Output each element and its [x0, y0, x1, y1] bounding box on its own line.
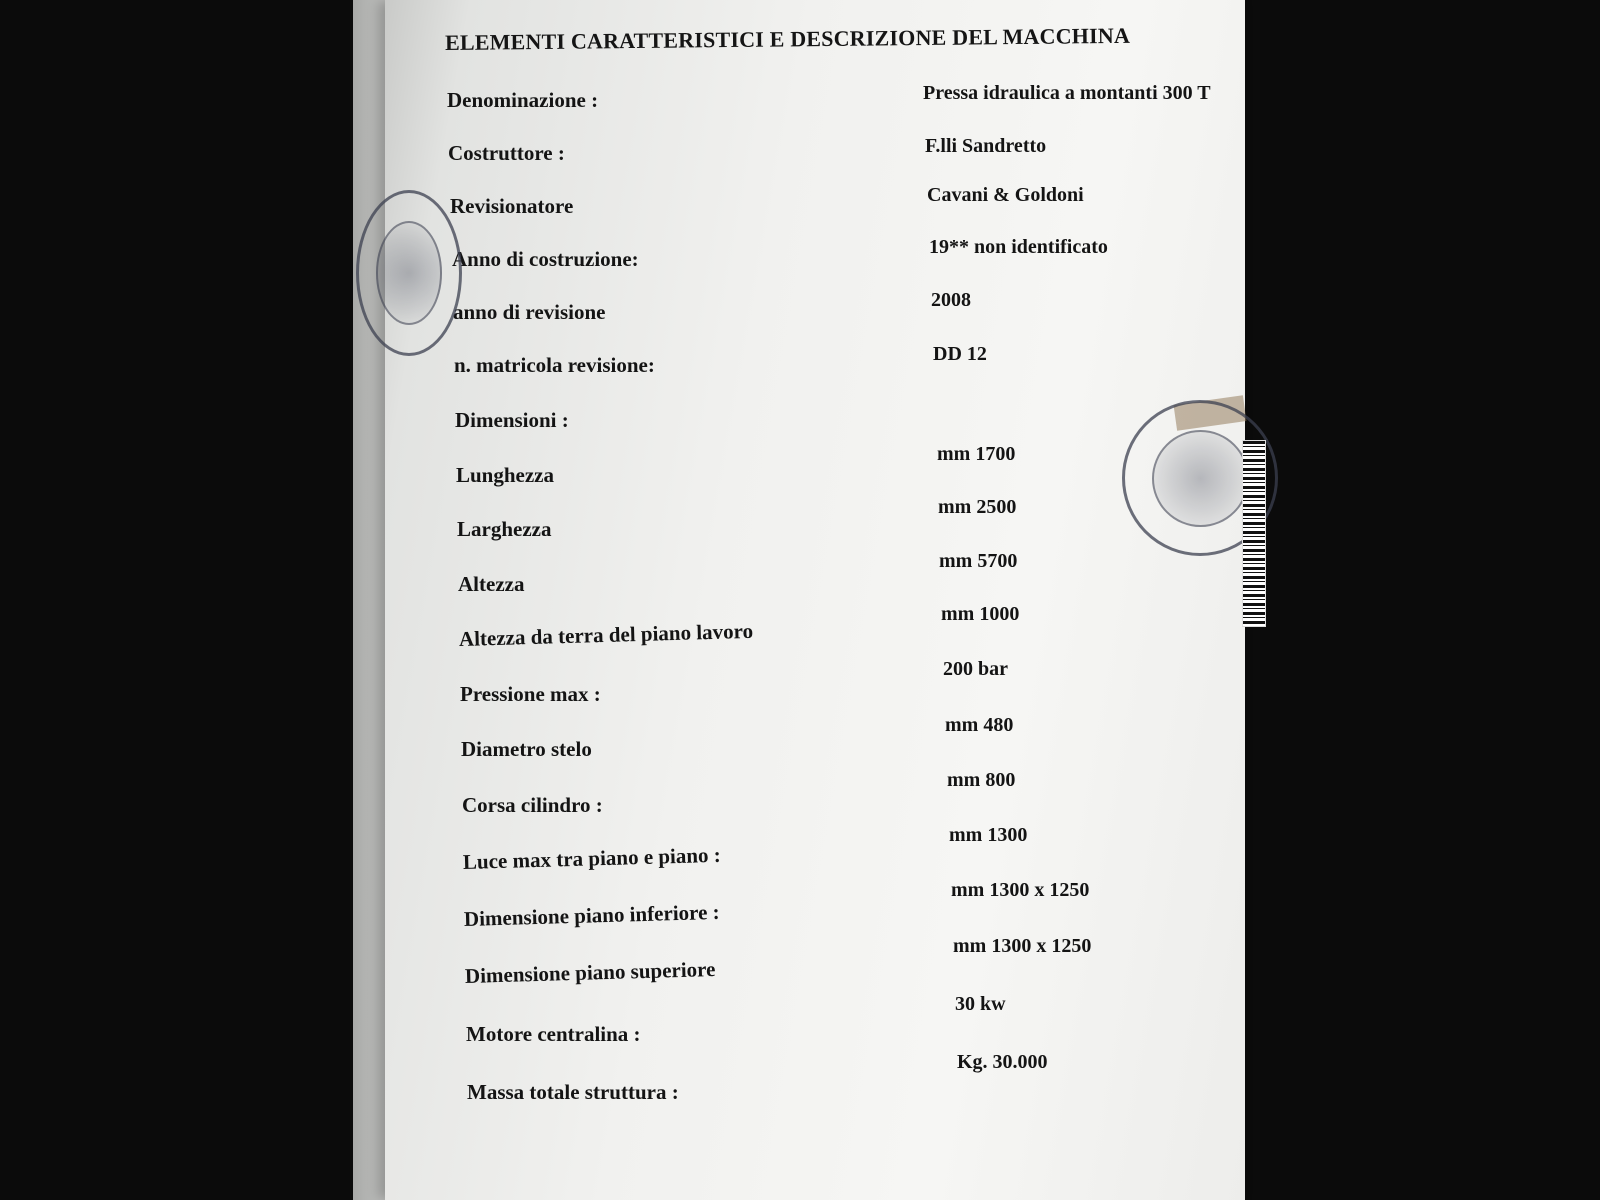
field-value: Cavani & Goldoni [927, 184, 1084, 206]
field-value: Pressa idraulica a montanti 300 T [923, 82, 1211, 104]
row-dimensioni [385, 408, 1245, 444]
field-label: Pressione max : [460, 682, 601, 706]
field-value: mm 1300 [949, 824, 1028, 846]
field-value: mm 800 [947, 769, 1016, 791]
field-label: Corsa cilindro : [462, 793, 603, 817]
row-pressione [385, 658, 1245, 718]
row-altezza-piano [385, 603, 1245, 663]
row-lunghezza [385, 443, 1245, 499]
field-label: Motore centralina : [466, 1022, 641, 1046]
field-label: n. matricola revisione: [454, 353, 655, 377]
row-luce-max [385, 824, 1245, 886]
field-label: Lunghezza [456, 463, 555, 487]
row-diametro-stelo [385, 714, 1245, 773]
field-value: mm 1700 [937, 443, 1016, 465]
row-motore [385, 993, 1245, 1058]
row-denominazione [385, 82, 1245, 124]
field-value: mm 1300 x 1250 [951, 879, 1090, 901]
field-label: Diametro stelo [461, 737, 592, 761]
document-heading: ELEMENTI CARATTERISTICI E DESCRIZIONE DEL MACCHINA [444, 22, 1131, 55]
field-value: Kg. 30.000 [957, 1051, 1048, 1073]
row-anno-revisione [385, 289, 1245, 336]
field-value: 30 kw [955, 993, 1006, 1015]
field-label: anno di revisione [453, 300, 606, 324]
field-label: Altezza da terra del piano lavoro [458, 618, 754, 651]
field-label: Costruttore : [448, 141, 565, 165]
field-label: Anno di costruzione: [452, 247, 639, 271]
tribunale-seal-icon [356, 190, 462, 356]
field-label: Denominazione : [447, 88, 599, 112]
row-anno-costruzione [385, 236, 1245, 283]
field-value: DD 12 [933, 343, 987, 365]
field-value: 2008 [931, 289, 971, 311]
row-piano-inferiore [385, 879, 1245, 943]
field-label: Larghezza [457, 517, 552, 541]
field-label: Luce max tra piano e piano : [462, 842, 722, 874]
field-label: Dimensione piano superiore [464, 957, 716, 988]
field-label: Dimensioni : [455, 408, 569, 432]
field-label: Dimensione piano inferiore : [463, 899, 720, 931]
seal-emblem-icon [1152, 430, 1249, 527]
row-massa [385, 1051, 1245, 1116]
row-corsa-cilindro [385, 769, 1245, 829]
seal-emblem-icon [376, 221, 442, 324]
row-piano-superiore [385, 935, 1245, 1000]
document-page [385, 0, 1245, 1200]
row-larghezza [385, 496, 1245, 553]
field-value: 200 bar [943, 658, 1008, 680]
row-revisionatore [385, 184, 1245, 230]
row-altezza [385, 550, 1245, 608]
field-value: mm 2500 [938, 496, 1017, 518]
field-value: mm 5700 [939, 550, 1018, 572]
field-label: Altezza [458, 572, 525, 596]
row-matricola [385, 343, 1245, 389]
field-label: Revisionatore [450, 194, 574, 218]
field-value: F.lli Sandretto [925, 135, 1047, 157]
field-value: 19** non identificato [929, 236, 1108, 258]
row-costruttore [385, 135, 1245, 177]
field-value: mm 1300 x 1250 [953, 935, 1092, 957]
field-value: mm 480 [945, 714, 1014, 736]
field-value: mm 1000 [941, 603, 1020, 625]
barcode-icon [1242, 440, 1266, 627]
field-label: Massa totale struttura : [467, 1080, 679, 1104]
